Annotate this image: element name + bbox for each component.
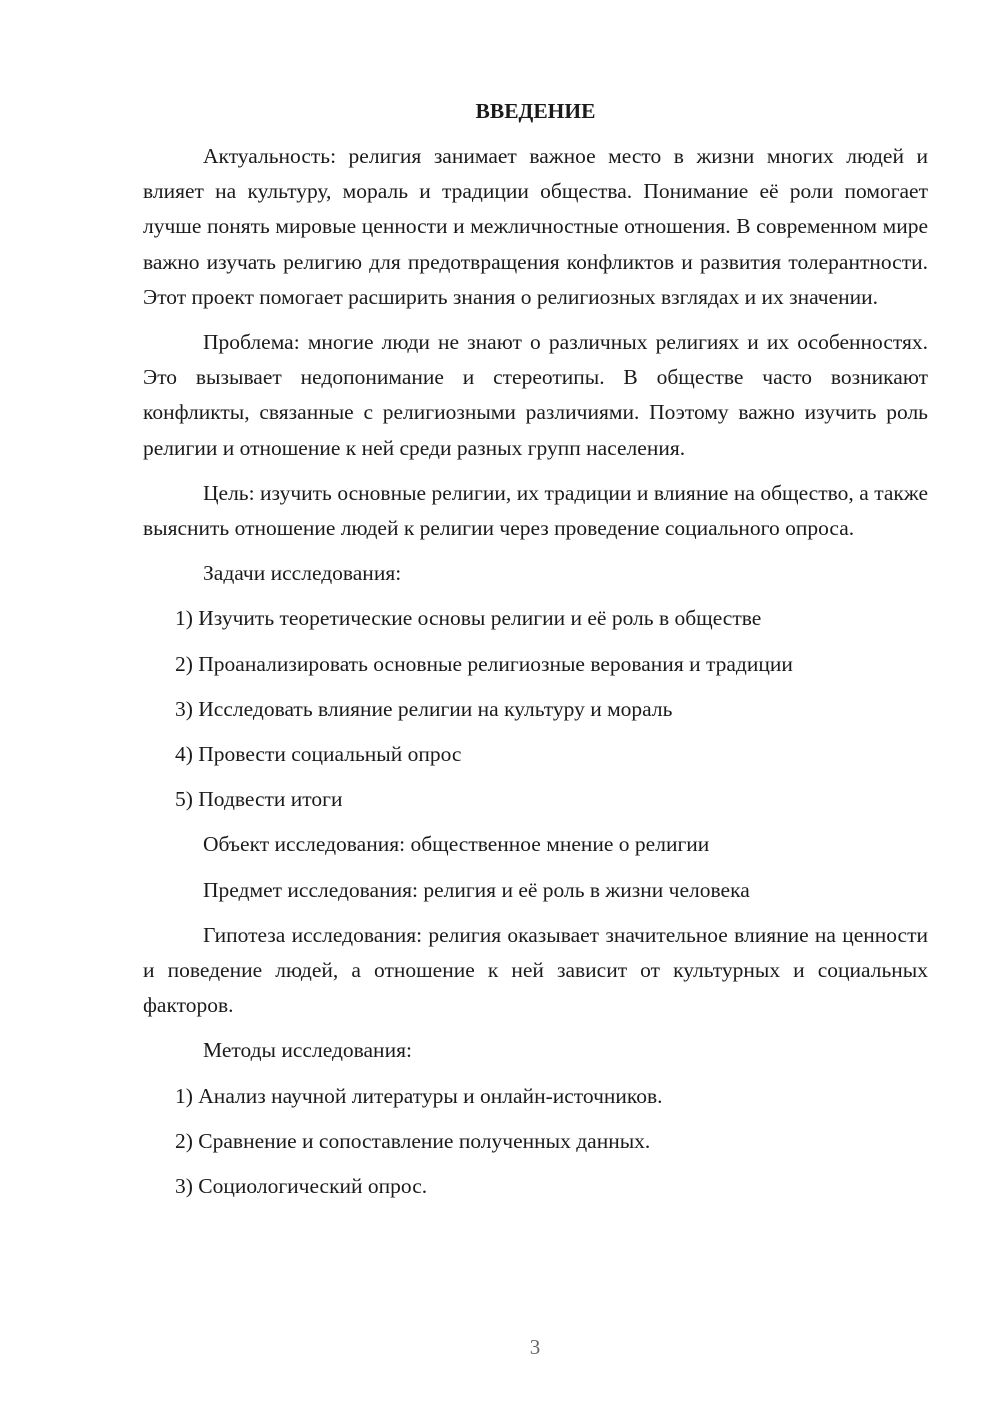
document-body — [143, 96, 928, 1214]
tasks-title: Задачи исследования: — [203, 561, 402, 586]
research-object: Объект исследования: общественное мнение о религии — [203, 832, 710, 857]
method-item-3: 3) Социологический опрос. — [175, 1174, 428, 1199]
hypothesis-paragraph: Гипотеза исследования: религия оказывает значительное влияние на ценности и поведение людей, а отношение к ней зависит от культурных и социальных факторов. — [143, 922, 928, 1018]
task-item-2: 2) Проанализировать основные религиозные верования и традиции — [175, 651, 793, 676]
goal-paragraph: Цель: изучить основные религии, их традиции и влияние на общество, а также выяснить отношение людей к религии через проведение социального опроса. — [143, 480, 928, 541]
problem-paragraph: Проблема: многие люди не знают о различных религиях и их особенностях. Это вызывает недопонимание и стереотипы. В обществе часто возникают конфликты, связанные с религиозными различиями. Поэтому важно изучить роль религии и отношение к ней среди разных групп населения. — [143, 330, 928, 460]
actuality-paragraph: Актуальность: религия занимает важное место в жизни многих людей и влияет на культуру, мораль и традиции общества. Понимание её роли помогает лучше понять мировые ценности и межличностные отношения. В современном мире важно изучать религию для предотвращения конфликтов и развития толерантности. Этот проект помогает расширить знания о религиозных взглядах и их значении. — [143, 144, 928, 309]
task-item-5: 5) Подвести итоги — [175, 787, 343, 812]
page-number: 3 — [529, 1335, 541, 1359]
task-item-1: 1) Изучить теоретические основы религии и её роль в обществе — [175, 606, 762, 631]
task-item-3: 3) Исследовать влияние религии на культуру и мораль — [175, 696, 673, 721]
method-item-2: 2) Сравнение и сопоставление полученных данных. — [175, 1128, 651, 1153]
methods-title: Методы исследования: — [203, 1038, 412, 1063]
task-item-4: 4) Провести социальный опрос — [175, 742, 462, 767]
research-subject: Предмет исследования: религия и её роль в жизни человека — [203, 877, 750, 902]
section-heading: ВВЕДЕНИЕ — [475, 99, 596, 123]
method-item-1: 1) Анализ научной литературы и онлайн-источников. — [175, 1083, 663, 1108]
